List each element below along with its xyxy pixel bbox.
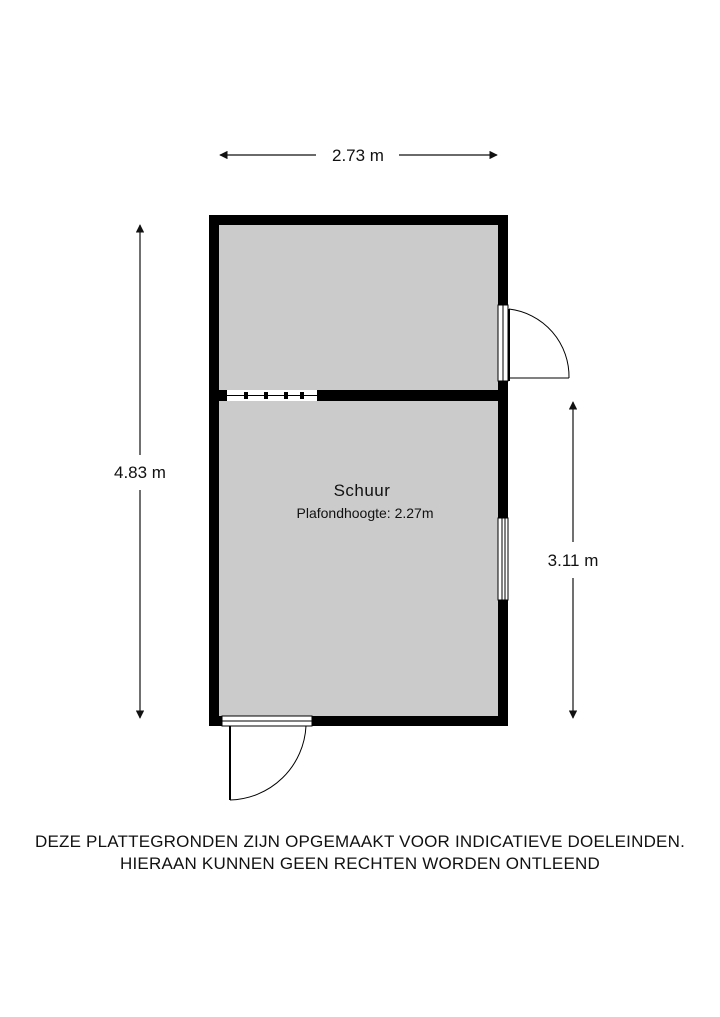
height-label: 4.83 m	[114, 463, 166, 482]
storage-floor	[219, 225, 498, 390]
room-length-dimension	[548, 402, 599, 718]
schuur-floor	[219, 401, 498, 716]
width-label: 2.73 m	[332, 146, 384, 165]
right-door	[498, 305, 569, 381]
ceiling-height: Plafondhoogte: 2.27m	[296, 505, 434, 521]
room-length-label: 3.11 m	[547, 551, 599, 570]
right-window	[498, 518, 508, 600]
height-dimension	[114, 225, 166, 718]
width-dimension	[220, 146, 497, 165]
internal-sliding-door	[227, 390, 317, 401]
disclaimer-line-1: DEZE PLATTEGRONDEN ZIJN OPGEMAAKT VOOR INDICATIEVE DOELEINDEN.	[35, 832, 685, 851]
disclaimer-line-2: HIERAAN KUNNEN GEEN RECHTEN WORDEN ONTLEEND	[120, 854, 600, 873]
room-name: Schuur	[333, 481, 391, 500]
entrance-door	[222, 716, 312, 800]
